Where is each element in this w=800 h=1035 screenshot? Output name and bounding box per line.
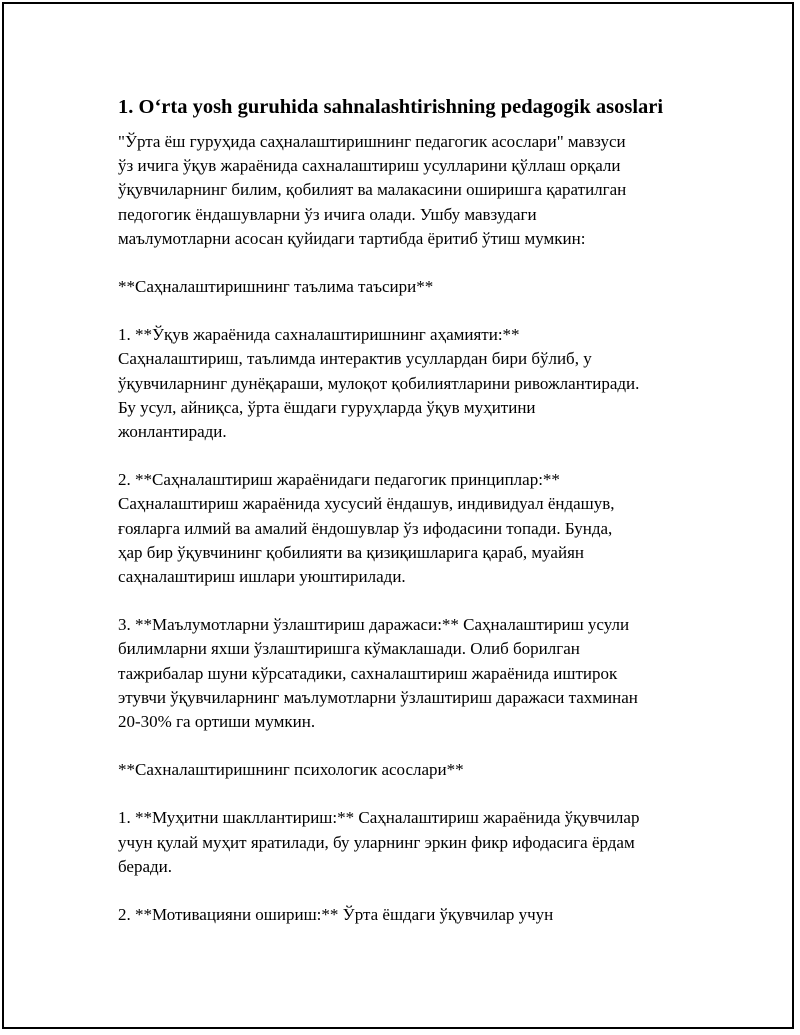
list-item-3 bbox=[118, 613, 698, 734]
list-item-1 bbox=[118, 323, 698, 444]
list-item-2 bbox=[118, 468, 698, 589]
text-line: "Ўрта ёш гуруҳида саҳналаштиришнинг педагогик асослари" мавзуси bbox=[118, 132, 626, 151]
text-line: билимларни яхши ўзлаштиришга кўмаклашади. Олиб борилган bbox=[118, 639, 580, 659]
list-item-4 bbox=[118, 806, 698, 879]
text-line: 1. **Ўқув жараёнида сахналаштиришнинг аҳамияти:** bbox=[118, 325, 520, 345]
list-item-5 bbox=[118, 903, 698, 927]
text-line: ғояларга илмий ва амалий ёндошувлар ўз ифодасини топади. Бунда, bbox=[118, 518, 613, 538]
text-line: 3. **Маълумотларни ўзлаштириш даражаси:** Саҳналаштириш усули bbox=[118, 615, 630, 635]
text-line: Бу усул, айниқса, ўрта ёшдаги гуруҳларда ўқув муҳитини bbox=[118, 397, 536, 417]
text-line: ўқувчиларнинг билим, қобилият ва малакасини оширишга қаратилган bbox=[118, 180, 627, 200]
text-line: беради. bbox=[118, 856, 173, 876]
text-line: маълумотларни асосан қуйидаги тартибда ёритиб ўтиш мумкин: bbox=[118, 228, 586, 248]
text-line: Саҳналаштириш жараёнида хусусий ёндашув, индивидуал ёндашув, bbox=[118, 494, 615, 514]
text-line: Саҳналаштириш, таълимда интерактив усуллардан бири бўлиб, у bbox=[118, 349, 592, 369]
section-heading-1: **Саҳналаштиришнинг таълима таъсири** bbox=[118, 277, 434, 297]
section-heading-2: **Сахналаштиришнинг психологик асослари** bbox=[118, 760, 464, 780]
text-line: ҳар бир ўқувчининг қобилияти ва қизиқишларига қараб, муайян bbox=[118, 542, 584, 562]
intro-paragraph bbox=[118, 130, 698, 251]
text-line: этувчи ўқувчиларнинг маълумотларни ўзлаштириш даражаси тахминан bbox=[118, 687, 638, 707]
text-line: ўз ичига ўқув жараёнида сахналаштириш усулларини қўллаш орқали bbox=[118, 156, 621, 176]
text-line: тажрибалар шуни кўрсатадики, сахналаштириш жараёнида иштирок bbox=[118, 663, 618, 683]
document-content bbox=[118, 94, 698, 927]
text-line: жонлантиради. bbox=[118, 422, 227, 442]
text-line: ўқувчиларнинг дунёқараши, мулоқот қобилиятларини ривожлантиради. bbox=[118, 373, 640, 393]
text-line: 1. **Муҳитни шакллантириш:** Саҳналаштириш жараёнида ўқувчилар bbox=[118, 808, 640, 828]
text-line: саҳналаштириш ишлари уюштирилади. bbox=[118, 567, 406, 587]
text-line: 2. **Саҳналаштириш жараёнидаги педагогик принциплар:** bbox=[118, 470, 560, 490]
text-line: педогогик ёндашувларни ўз ичига олади. Ушбу мавзудаги bbox=[118, 204, 537, 224]
document-title: 1. Oʻrta yosh guruhida sahnalashtirishning pedagogik asoslari bbox=[118, 96, 664, 118]
text-line: учун қулай муҳит яратилади, бу уларнинг эркин фикр ифодасига ёрдам bbox=[118, 832, 635, 852]
text-line: 2. **Мотивацияни ошириш:** Ўрта ёшдаги ўқувчилар учун bbox=[118, 905, 554, 925]
text-line: 20-30% га ортиши мумкин. bbox=[118, 712, 316, 732]
